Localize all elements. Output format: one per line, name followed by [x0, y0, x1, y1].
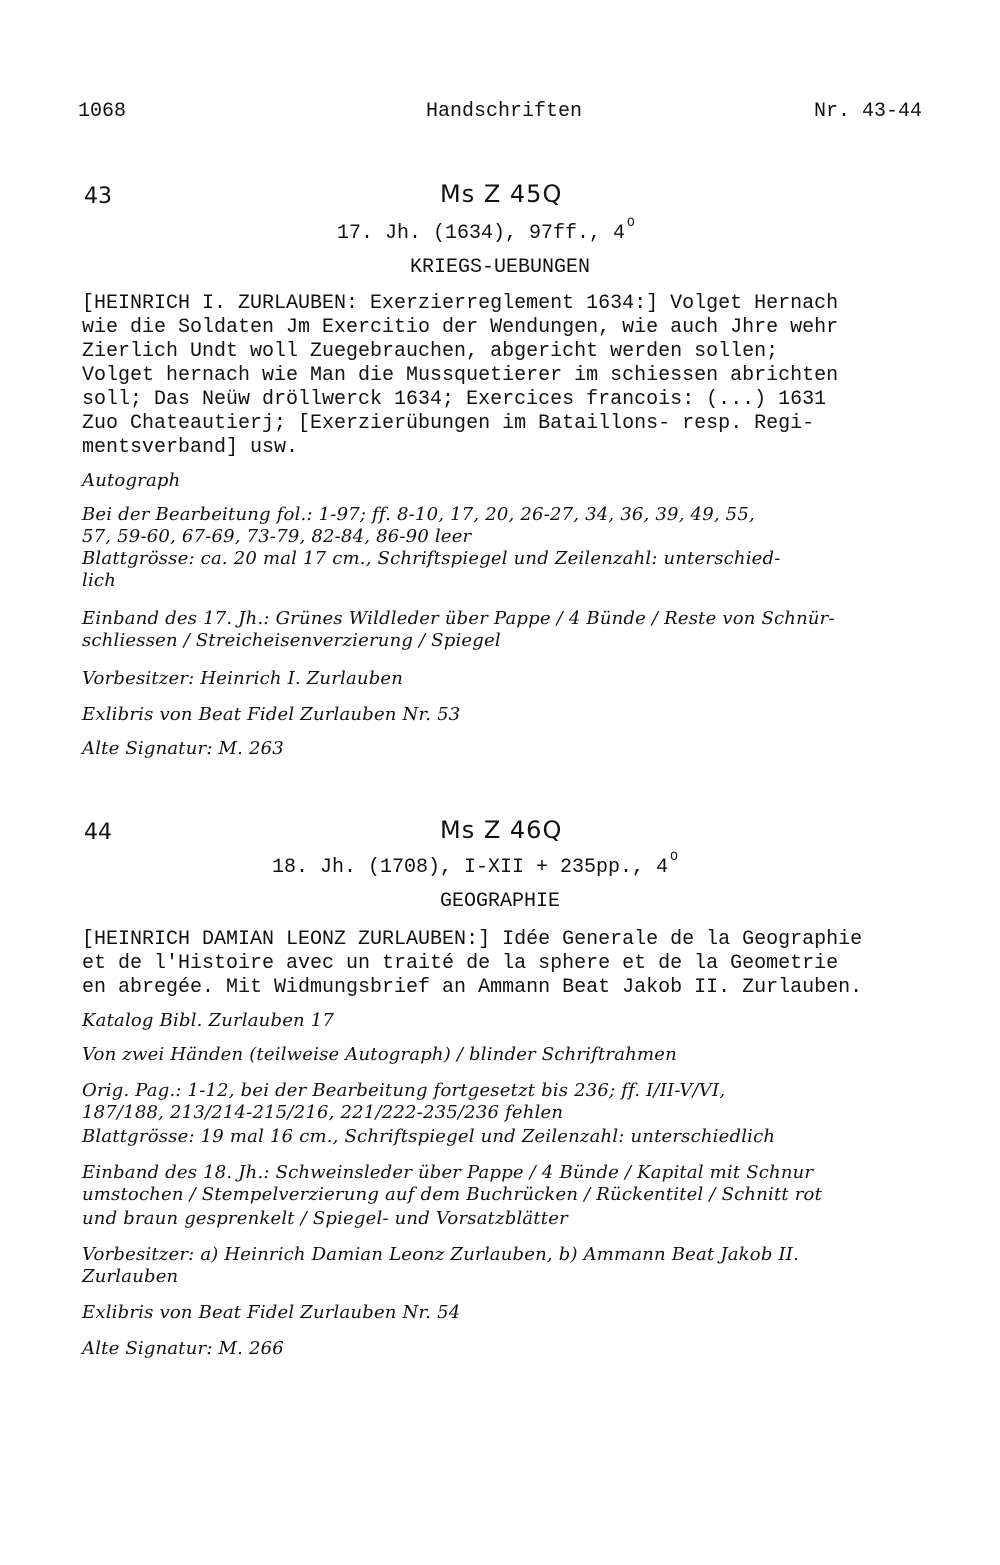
- note-line: Blattgrösse: 19 mal 16 cm., Schriftspiegel und Zeilenzahl: unterschiedlich: [82, 1126, 776, 1147]
- note-line: schliessen / Streicheisenverzierung / Spiegel: [82, 630, 501, 651]
- entry-heading: KRIEGS-UEBUNGEN: [409, 256, 591, 279]
- entry-range: Nr. 43-44: [814, 100, 923, 123]
- date-extent-line: [337, 215, 635, 245]
- entry-number: 44: [84, 820, 112, 845]
- format-superscript: O: [670, 849, 678, 864]
- note-line: lich: [82, 570, 116, 591]
- note-line: Zurlauben: [82, 1266, 179, 1287]
- note-line: umstochen / Stempelverzierung auf dem Buchrücken / Rückentitel / Schnitt rot: [82, 1184, 823, 1205]
- running-title: Handschriften: [426, 100, 583, 123]
- body-line: mentsverband] usw.: [82, 436, 299, 459]
- body-line: soll; Das Neüw dröllwerck 1634; Exercices francois: (...) 1631: [82, 388, 827, 411]
- note-line: Von zwei Händen (teilweise Autograph) / blinder Schriftrahmen: [82, 1044, 677, 1065]
- note-line: Orig. Pag.: 1-12, bei der Bearbeitung fortgesetzt bis 236; ff. I/II-V/VI,: [82, 1080, 726, 1101]
- body-line: wie die Soldaten Jm Exercitio der Wendungen, wie auch Jhre wehr: [82, 316, 839, 339]
- note-line: Einband des 17. Jh.: Grünes Wildleder über Pappe / 4 Bünde / Reste von Schnür-: [82, 608, 835, 629]
- entry-heading: GEOGRAPHIE: [439, 890, 561, 913]
- body-line: Volget hernach wie Man die Mussquetierer im schiessen abrichten: [82, 364, 839, 387]
- date-extent-text: 17. Jh. (1634), 97ff., 4: [337, 222, 626, 245]
- note-line: 187/188, 213/214-215/216, 221/222-235/236 fehlen: [82, 1102, 564, 1123]
- note-line: und braun gesprenkelt / Spiegel- und Vorsatzblätter: [82, 1208, 568, 1229]
- note-line: Katalog Bibl. Zurlauben 17: [82, 1010, 335, 1031]
- body-line: Zierlich Undt woll Zuegebrauchen, abgericht werden sollen;: [82, 340, 779, 363]
- page-number: 1068: [78, 100, 127, 123]
- shelfmark: Ms Z 45Q: [440, 180, 563, 208]
- note-line: Blattgrösse: ca. 20 mal 17 cm., Schriftspiegel und Zeilenzahl: unterschied-: [82, 548, 781, 569]
- body-line: Zuo Chateautierj; [Exerzierübungen im Bataillons- resp. Regi-: [82, 412, 815, 435]
- shelfmark: Ms Z 46Q: [440, 816, 563, 844]
- note-line: Alte Signatur: M. 266: [82, 1338, 284, 1359]
- note-line: Vorbesitzer: a) Heinrich Damian Leonz Zurlauben, b) Ammann Beat Jakob II.: [82, 1244, 800, 1265]
- date-extent-line: [272, 849, 678, 879]
- body-line: et de l'Histoire avec un traité de la sphere et de la Geometrie: [82, 952, 839, 975]
- body-line: [HEINRICH DAMIAN LEONZ ZURLAUBEN:] Idée Generale de la Geographie: [82, 928, 863, 951]
- note-line: 57, 59-60, 67-69, 73-79, 82-84, 86-90 leer: [82, 526, 472, 547]
- note-line: Einband des 18. Jh.: Schweinsleder über Pappe / 4 Bünde / Kapital mit Schnur: [82, 1162, 814, 1183]
- note-line: Alte Signatur: M. 263: [82, 738, 284, 759]
- body-line: en abregée. Mit Widmungsbrief an Ammann Beat Jakob II. Zurlauben.: [82, 976, 863, 999]
- date-extent-text: 18. Jh. (1708), I-XII + 235pp., 4: [272, 856, 669, 879]
- note-line: Autograph: [82, 470, 181, 491]
- entry-number: 43: [84, 184, 112, 209]
- note-line: Bei der Bearbeitung fol.: 1-97; ff. 8-10, 17, 20, 26-27, 34, 36, 39, 49, 55,: [82, 504, 755, 525]
- note-line: Exlibris von Beat Fidel Zurlauben Nr. 54: [82, 1302, 461, 1323]
- note-line: Vorbesitzer: Heinrich I. Zurlauben: [82, 668, 404, 689]
- note-line: Exlibris von Beat Fidel Zurlauben Nr. 53: [82, 704, 461, 725]
- format-superscript: O: [627, 215, 635, 230]
- body-line: [HEINRICH I. ZURLAUBEN: Exerzierreglement 1634:] Volget Hernach: [82, 292, 839, 315]
